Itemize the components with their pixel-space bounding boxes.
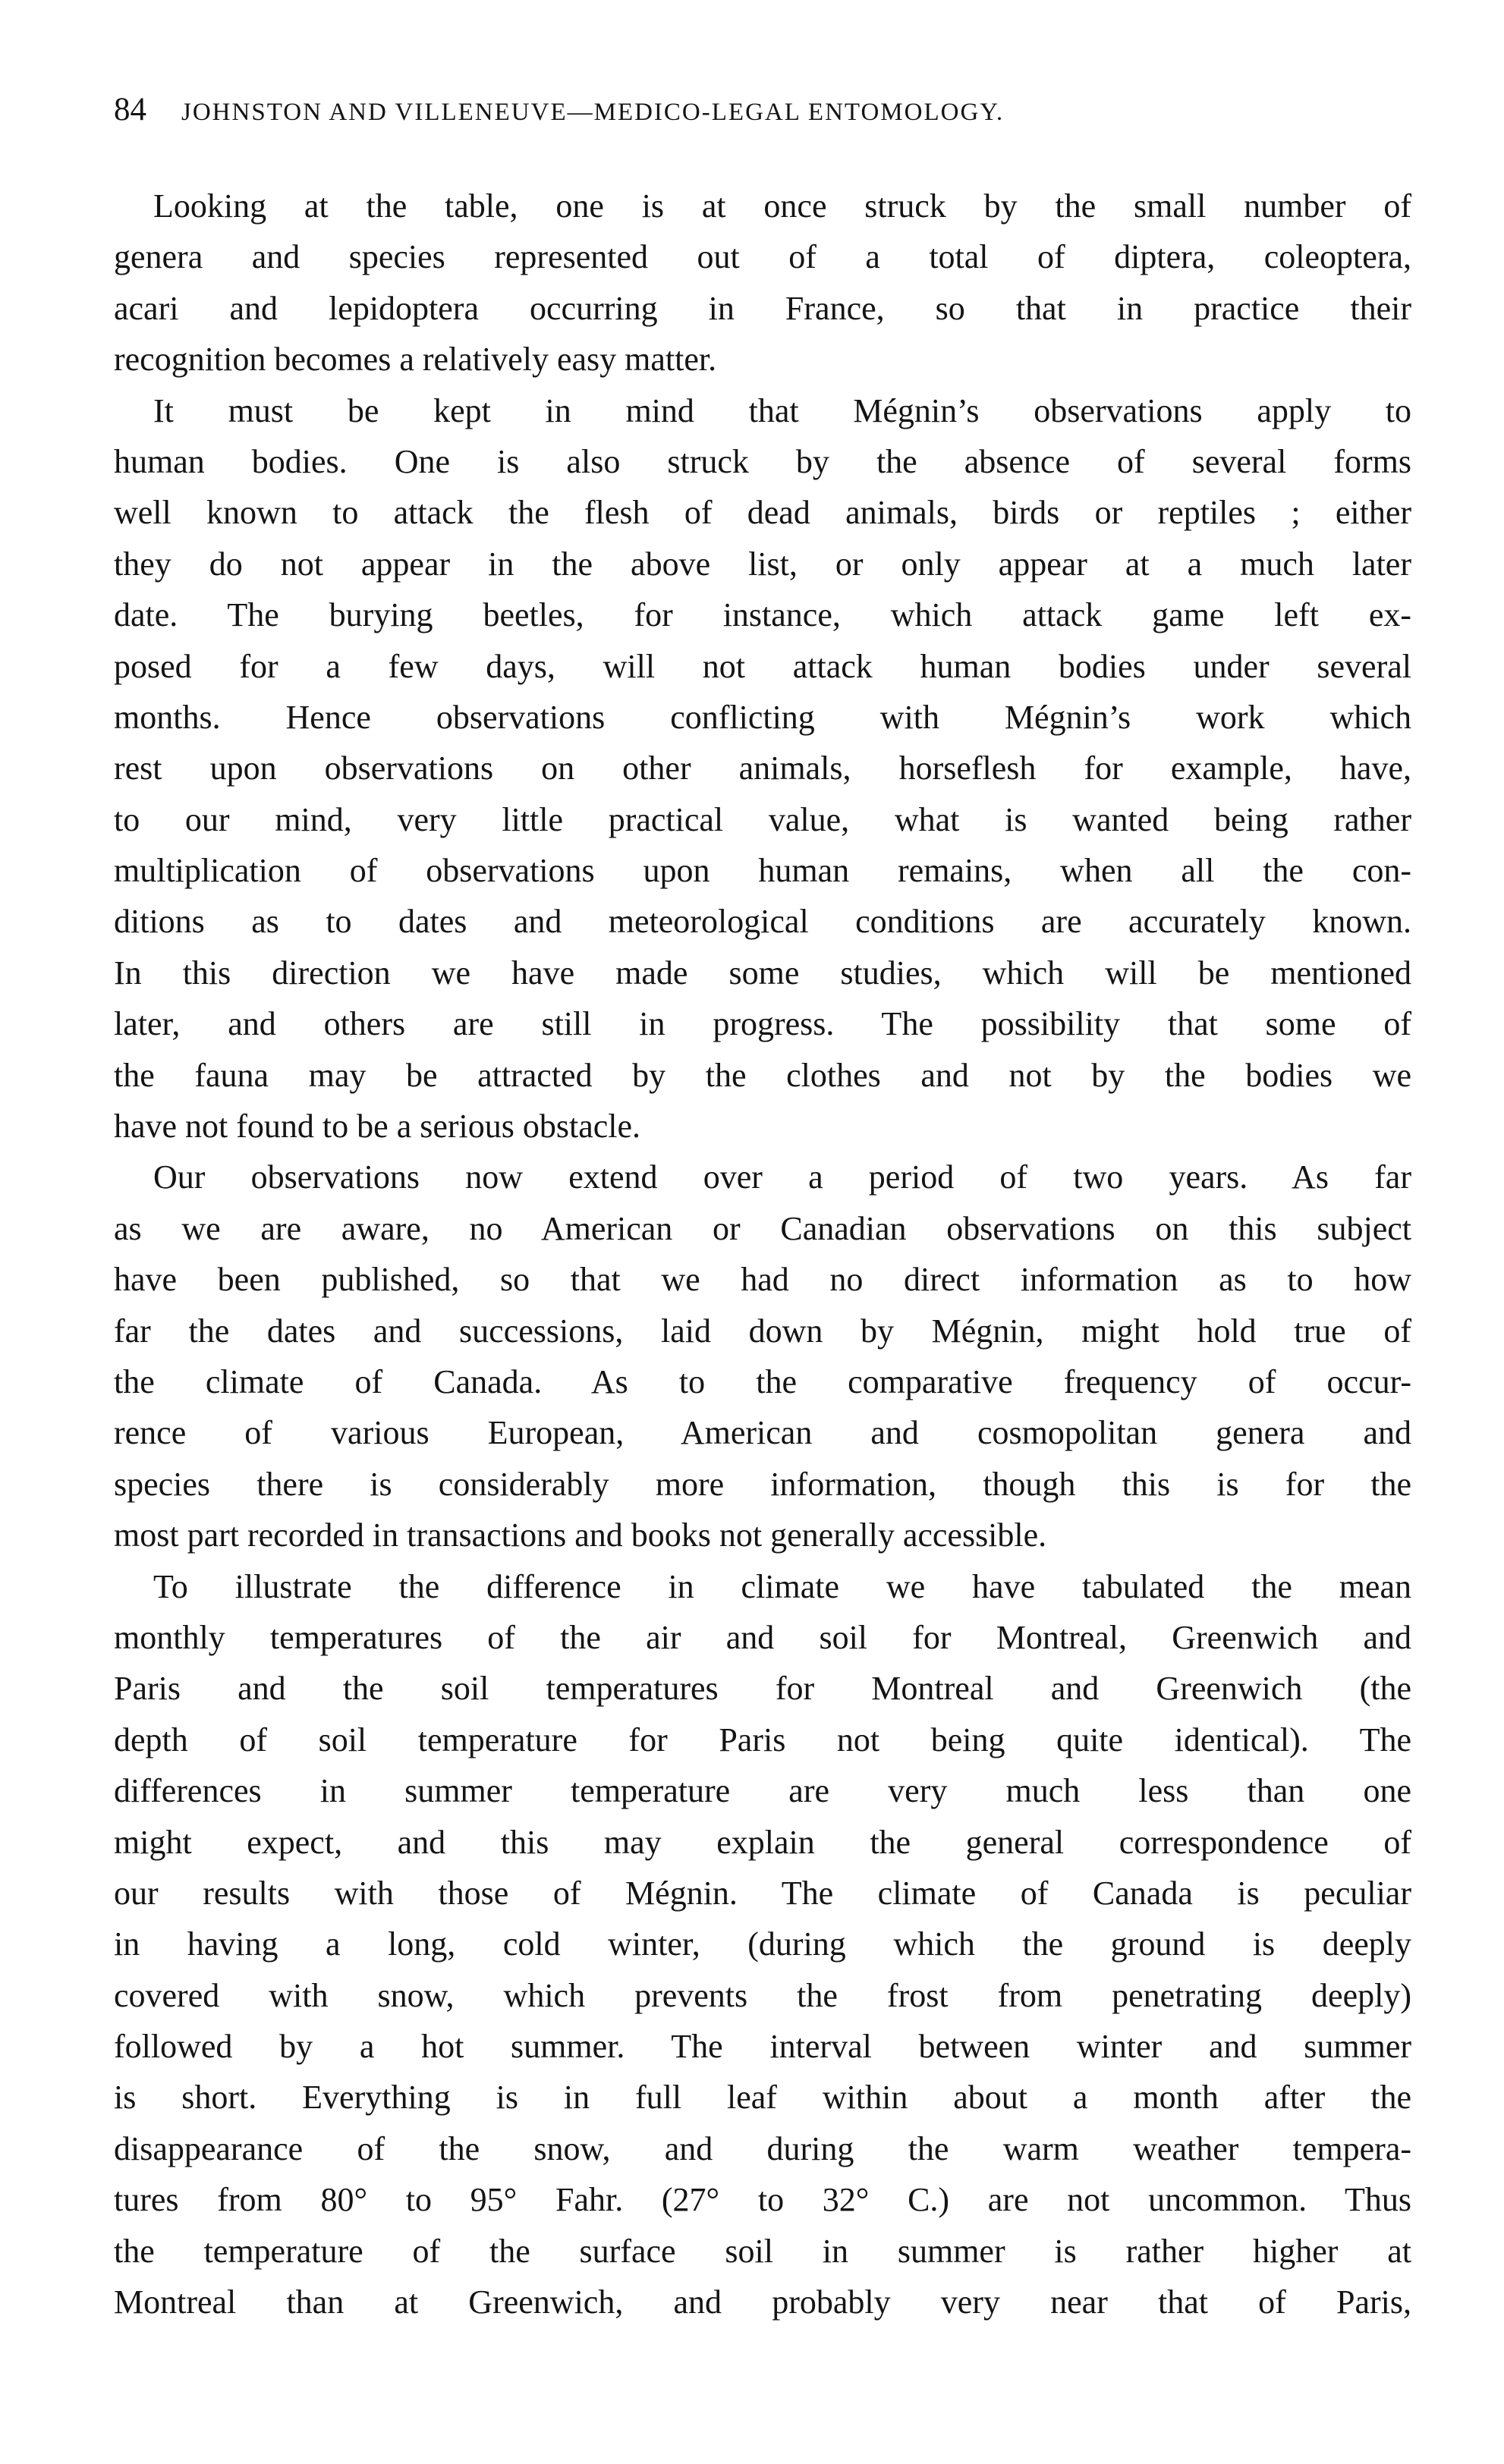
- text-line: months. Hence observations conflicting with Mégnin’s work which: [114, 698, 1411, 736]
- text-line: followed by a hot summer. The interval between winter and summer: [114, 2028, 1411, 2066]
- text-line: genera and species represented out of a total of diptera, coleoptera,: [114, 238, 1411, 276]
- text-line: Paris and the soil temperatures for Montreal and Greenwich (the: [114, 1670, 1411, 1708]
- text-line: posed for a few days, will not attack human bodies under several: [114, 647, 1411, 685]
- text-line: recognition becomes a relatively easy matter.: [114, 341, 717, 379]
- page-number: 84: [114, 92, 146, 127]
- text-line: Montreal than at Greenwich, and probably very near that of Paris,: [114, 2283, 1411, 2321]
- text-line: as we are aware, no American or Canadian observations on this subject: [114, 1209, 1411, 1247]
- text-line: differences in summer temperature are very much less than one: [114, 1772, 1411, 1810]
- text-line: disappearance of the snow, and during the warm weather tempera-: [114, 2129, 1411, 2167]
- text-line: ditions as to dates and meteorological conditions are accurately known.: [114, 903, 1411, 941]
- text-line: human bodies. One is also struck by the absence of several forms: [114, 442, 1411, 480]
- text-line: the temperature of the surface soil in summer is rather higher at: [114, 2232, 1411, 2270]
- text-line: Looking at the table, one is at once struck by the small number of: [153, 187, 1411, 225]
- page: [114, 91, 1411, 2327]
- running-head: [114, 91, 1411, 152]
- text-line: To illustrate the difference in climate we have tabulated the mean: [153, 1567, 1411, 1605]
- text-line: well known to attack the flesh of dead animals, birds or reptiles ; either: [114, 494, 1411, 532]
- text-line: In this direction we have made some studies, which will be mentioned: [114, 954, 1411, 992]
- text-line: our results with those of Mégnin. The climate of Canada is peculiar: [114, 1874, 1411, 1912]
- text-line: covered with snow, which prevents the frost from penetrating deeply): [114, 1976, 1411, 2014]
- text-line: might expect, and this may explain the general correspondence of: [114, 1823, 1411, 1861]
- text-line: they do not appear in the above list, or only appear at a much later: [114, 545, 1411, 583]
- text-line: tures from 80° to 95° Fahr. (27° to 32° C.) are not uncommon. Thus: [114, 2181, 1411, 2219]
- text-line: have been published, so that we had no direct information as to how: [114, 1261, 1411, 1299]
- text-line: multiplication of observations upon human remains, when all the con-: [114, 852, 1411, 890]
- text-line: depth of soil temperature for Paris not being quite identical). The: [114, 1721, 1411, 1758]
- text-line: in having a long, cold winter, (during which the ground is deeply: [114, 1925, 1411, 1963]
- text-line: to our mind, very little practical value, what is wanted being rather: [114, 800, 1411, 838]
- body-text: [114, 181, 1411, 2327]
- text-line: date. The burying beetles, for instance, which attack game left ex-: [114, 596, 1411, 634]
- text-line: It must be kept in mind that Mégnin’s observations apply to: [153, 391, 1411, 429]
- text-line: have not found to be a serious obstacle.: [114, 1108, 641, 1146]
- text-line: monthly temperatures of the air and soil for Montreal, Greenwich and: [114, 1618, 1411, 1656]
- text-line: the climate of Canada. As to the comparative frequency of occur-: [114, 1362, 1411, 1400]
- text-line: far the dates and successions, laid down by Mégnin, might hold true of: [114, 1312, 1411, 1350]
- text-line: Our observations now extend over a period of two years. As far: [153, 1158, 1411, 1196]
- text-line: is short. Everything is in full leaf within about a month after the: [114, 2079, 1411, 2117]
- running-title: JOHNSTON AND VILLENEUVE—MEDICO-LEGAL ENTOMOLOGY.: [181, 99, 1005, 126]
- text-line: rence of various European, American and cosmopolitan genera and: [114, 1414, 1411, 1452]
- text-line: rest upon observations on other animals, horseflesh for example, have,: [114, 750, 1411, 787]
- text-line: most part recorded in transactions and books not generally accessible.: [114, 1516, 1047, 1554]
- text-line: acari and lepidoptera occurring in France, so that in practice their: [114, 289, 1411, 327]
- text-line: species there is considerably more information, though this is for the: [114, 1465, 1411, 1503]
- text-line: the fauna may be attracted by the clothes and not by the bodies we: [114, 1056, 1411, 1094]
- text-line: later, and others are still in progress. The possibility that some of: [114, 1005, 1411, 1043]
